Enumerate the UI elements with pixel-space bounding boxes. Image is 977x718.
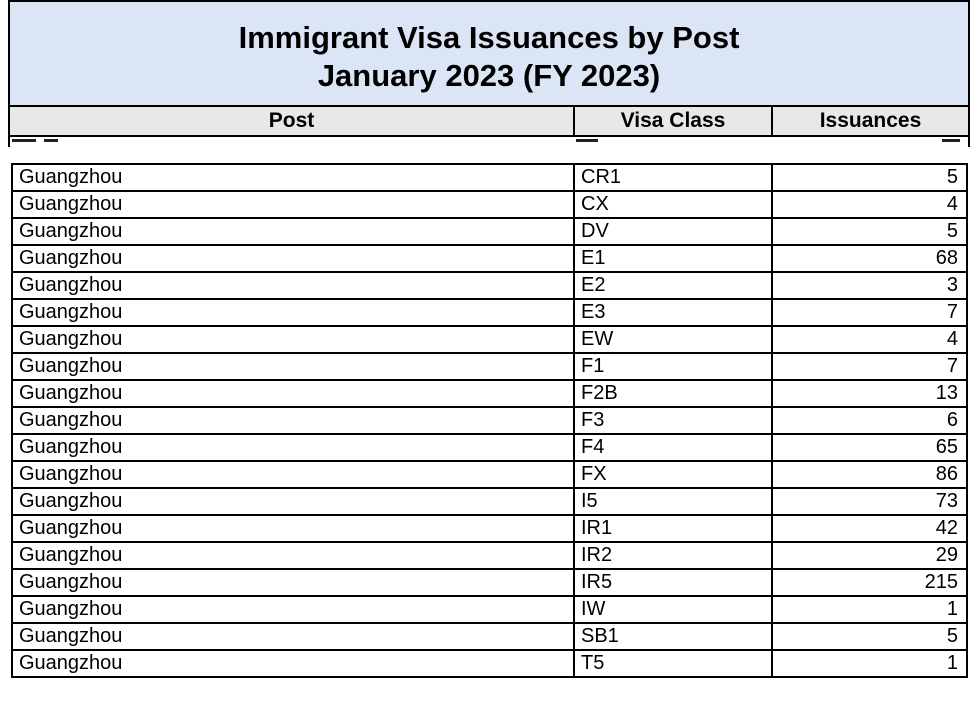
issuances-cell: 5	[946, 166, 958, 188]
post-cell: Guangzhou	[13, 354, 575, 379]
post-cell: Guangzhou	[13, 435, 575, 460]
column-header-row	[8, 107, 970, 137]
post-cell: Guangzhou	[13, 462, 575, 487]
post-cell: Guangzhou	[13, 543, 575, 568]
post-cell: Guangzhou	[13, 570, 575, 595]
header-visa-class: Visa Class	[575, 107, 773, 135]
issuances-cell: 86	[935, 463, 958, 485]
post-cell: Guangzhou	[13, 651, 575, 676]
table-row	[11, 570, 968, 597]
visa-class-cell: FX	[575, 462, 773, 487]
post-cell: Guangzhou	[13, 165, 575, 190]
issuances-cell: 68	[935, 247, 958, 269]
issuances-cell: 73	[935, 490, 958, 512]
post-cell: Guangzhou	[13, 327, 575, 352]
table-row	[11, 192, 968, 219]
visa-class-cell: CX	[575, 192, 773, 217]
visa-class-cell: IW	[575, 597, 773, 622]
issuances-cell: 1	[946, 598, 958, 620]
clipped-text-mark	[576, 139, 598, 142]
table-row	[11, 651, 968, 678]
issuances-cell: 5	[946, 625, 958, 647]
visa-class-cell: F1	[575, 354, 773, 379]
visa-class-cell: E3	[575, 300, 773, 325]
post-cell: Guangzhou	[13, 192, 575, 217]
issuances-cell: 215	[924, 571, 958, 593]
visa-class-cell: EW	[575, 327, 773, 352]
visa-class-cell: E1	[575, 246, 773, 271]
table-row	[11, 381, 968, 408]
visa-issuance-sheet	[8, 0, 970, 678]
issuances-cell: 7	[946, 301, 958, 323]
visa-class-cell: E2	[575, 273, 773, 298]
visa-class-cell: F3	[575, 408, 773, 433]
issuances-cell: 1	[946, 652, 958, 674]
issuances-cell: 42	[935, 517, 958, 539]
issuances-cell: 6	[946, 409, 958, 431]
report-title: Immigrant Visa Issuances by Post	[238, 20, 740, 55]
post-cell: Guangzhou	[13, 597, 575, 622]
visa-class-cell: IR5	[575, 570, 773, 595]
report-period: January 2023 (FY 2023)	[317, 58, 661, 93]
table-row	[11, 354, 968, 381]
post-cell: Guangzhou	[13, 273, 575, 298]
post-cell: Guangzhou	[13, 516, 575, 541]
visa-class-cell: T5	[575, 651, 773, 676]
issuances-cell: 13	[935, 382, 958, 404]
table-row	[11, 273, 968, 300]
issuances-cell: 7	[946, 355, 958, 377]
visa-class-cell: F2B	[575, 381, 773, 406]
title-banner	[8, 0, 970, 107]
table-row	[11, 246, 968, 273]
post-cell: Guangzhou	[13, 300, 575, 325]
clipped-text-mark	[44, 139, 58, 142]
visa-class-cell: DV	[575, 219, 773, 244]
table-row	[11, 489, 968, 516]
clipped-row-fragment	[8, 137, 970, 163]
post-cell: Guangzhou	[13, 381, 575, 406]
issuances-cell: 3	[946, 274, 958, 296]
visa-class-cell: IR2	[575, 543, 773, 568]
visa-class-cell: F4	[575, 435, 773, 460]
table-row	[11, 543, 968, 570]
clipped-row-strip	[8, 137, 970, 147]
visa-class-cell: CR1	[575, 165, 773, 190]
issuances-cell: 4	[946, 328, 958, 350]
header-issuances: Issuances	[819, 109, 922, 132]
post-cell: Guangzhou	[13, 624, 575, 649]
issuances-cell: 29	[935, 544, 958, 566]
table-row	[11, 327, 968, 354]
table-row	[11, 300, 968, 327]
issuances-cell: 65	[935, 436, 958, 458]
table-row	[11, 516, 968, 543]
table-row	[11, 624, 968, 651]
visa-class-cell: SB1	[575, 624, 773, 649]
issuances-cell: 5	[946, 220, 958, 242]
issuance-table	[11, 163, 968, 678]
visa-class-cell: IR1	[575, 516, 773, 541]
table-row	[11, 597, 968, 624]
post-cell: Guangzhou	[13, 408, 575, 433]
issuances-cell: 4	[946, 193, 958, 215]
table-row	[11, 408, 968, 435]
clipped-text-mark	[942, 139, 960, 142]
table-row	[11, 435, 968, 462]
table-row	[11, 165, 968, 192]
table-row	[11, 462, 968, 489]
post-cell: Guangzhou	[13, 219, 575, 244]
post-cell: Guangzhou	[13, 246, 575, 271]
post-cell: Guangzhou	[13, 489, 575, 514]
table-row	[11, 219, 968, 246]
visa-class-cell: I5	[575, 489, 773, 514]
clipped-text-mark	[12, 139, 36, 142]
header-post: Post	[10, 107, 575, 135]
